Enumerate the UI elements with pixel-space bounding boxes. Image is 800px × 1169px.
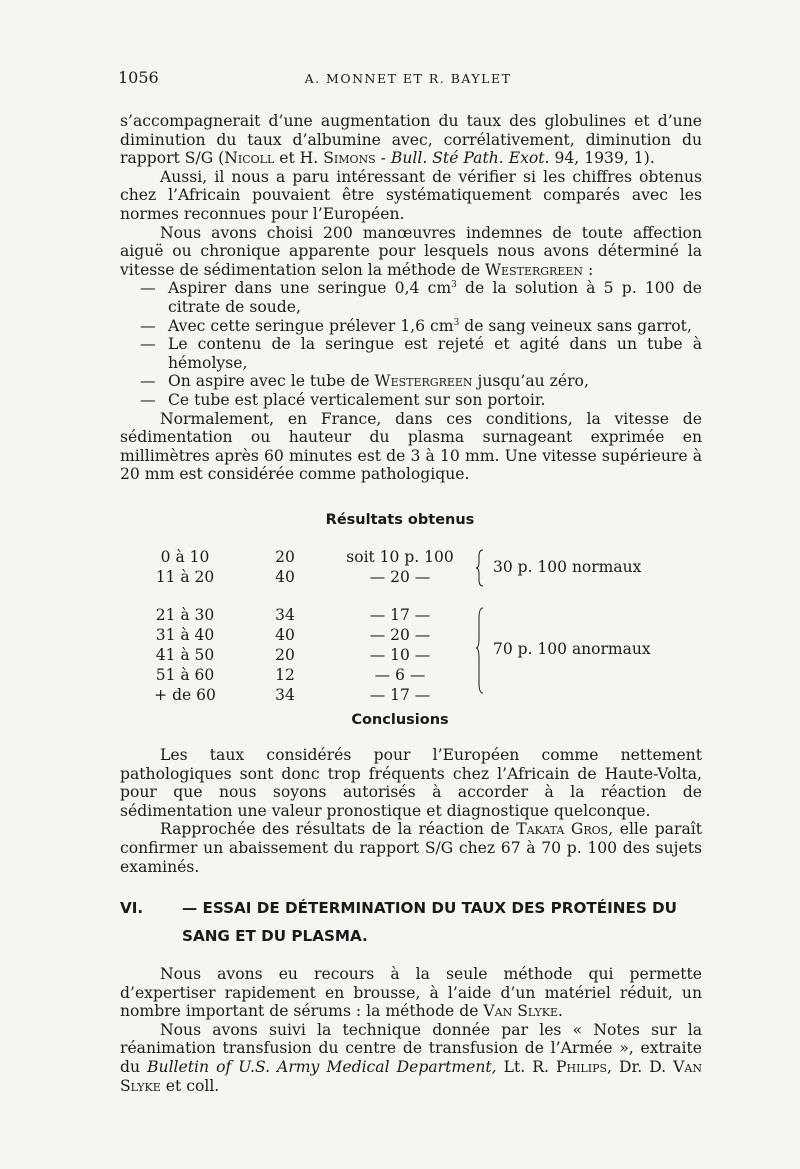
section-title xyxy=(120,894,710,950)
brace-group xyxy=(475,548,495,708)
normal-values-paragraph: Normalement, en France, dans ces conditions, la vitesse de sédimentation ou hauteur du plasma surnageant exprimée en millimètres après 60 minutes est de 3 à 10 mm. Une vitesse supérieure à 20 mm est considérée comme pathologique. xyxy=(120,409,702,484)
section6-paragraph-2: Nous avons suivi la technique donnée par les « Notes sur la réanimation transfusion du centre de transfusion de l’Armée », extraite du Bulletin of U.S. Army Medical Department, Lt. R. Philips, Dr. D. Van Slyke et coll. xyxy=(120,1020,703,1095)
procedure-steps xyxy=(120,279,702,409)
list-item: — Avec cette seringue prélever 1,6 $cm^3$ de sang veineux sans garrot, xyxy=(140,316,692,335)
conclusions-heading: Conclusions xyxy=(351,712,449,728)
normal-group-brace xyxy=(476,550,483,586)
section6-block xyxy=(120,965,702,1095)
conclusions-block xyxy=(120,746,702,876)
running-title: A. MONNET ET R. BAYLET xyxy=(304,71,512,86)
intro-paragraph-1: s’accompagnerait d’une augmentation du taux des globulines et d’une diminution du taux d’albumine avec, corrélativement, diminution du rapport S/G (Nicoll et H. Simons - Bull. Sté Path. Exot. 94, 1939, 1). xyxy=(120,112,702,168)
abnormal-group-label: 70 p. 100 anormaux xyxy=(493,640,651,658)
section-number: VI. xyxy=(120,899,144,917)
list-item: — Le contenu de la seringue est rejeté et agité dans un tube à hémolyse, xyxy=(140,335,702,372)
conclusions-paragraph-2: Rapprochée des résultats de la réaction de Takata Gros, elle paraît confirmer un abaissement du rapport S/G chez 67 à 70 p. 100 des sujets examinés. xyxy=(120,820,702,876)
normal-group-label: 30 p. 100 normaux xyxy=(493,558,642,576)
page-number: 1056 xyxy=(118,68,159,87)
page-header xyxy=(118,68,698,92)
results-heading: Résultats obtenus xyxy=(325,512,475,528)
section6-paragraph-1: Nous avons eu recours à la seule méthode qui permette d’expertiser rapidement en brousse, à l’aide d’un matériel réduit, un nombre important de sérums : la méthode de Van Slyke. xyxy=(120,965,702,1021)
section-heading-text: — ESSAI DE DÉTERMINATION DU TAUX DES PROTÉINES DU SANG ET DU PLASMA. xyxy=(182,899,677,945)
conclusions-paragraph-1: Les taux considérés pour l’Européen comme nettement pathologiques sont donc trop fréquents chez l’Africain de Haute-Volta, pour que nous soyons autorisés à accorder à la réaction de sédimentation une valeur pronostique et diagnostique quelconque. xyxy=(120,746,702,820)
list-item: — On aspire avec le tube de Westergreen jusqu’au zéro, xyxy=(140,372,589,391)
list-item: — Aspirer dans une seringue 0,4 $cm^3$ de la solution à 5 p. 100 de citrate de soude, xyxy=(140,279,702,316)
intro-block xyxy=(120,112,702,484)
intro-paragraph-3: Nous avons choisi 200 manœuvres indemnes de toute affection aiguë ou chronique apparente pour lesquels nous avons déterminé la vitesse de sédimentation selon la méthode de Westergreen : xyxy=(120,223,702,279)
list-item: — Ce tube est placé verticalement sur son portoir. xyxy=(140,390,546,409)
results-table: 0 à 10 20 soit 10 p. 100 11 à 20 40 — 20 — 21 à 30 34 — 17 — 31 à 40 40 — 20 — 41 à 50 20 — 10 — 51 à 60 12 — 6 — + de 60 34 — 17 — 30 p. 100 normaux 70 p. 100 anormaux xyxy=(140,548,700,698)
abnormal-group-brace xyxy=(476,608,483,693)
intro-paragraph-2: Aussi, il nous a paru intéressant de vérifier si les chiffres obtenus chez l’Africain pouvaient être systématiquement comparés avec les normes reconnues pour l’Européen. xyxy=(120,167,702,223)
